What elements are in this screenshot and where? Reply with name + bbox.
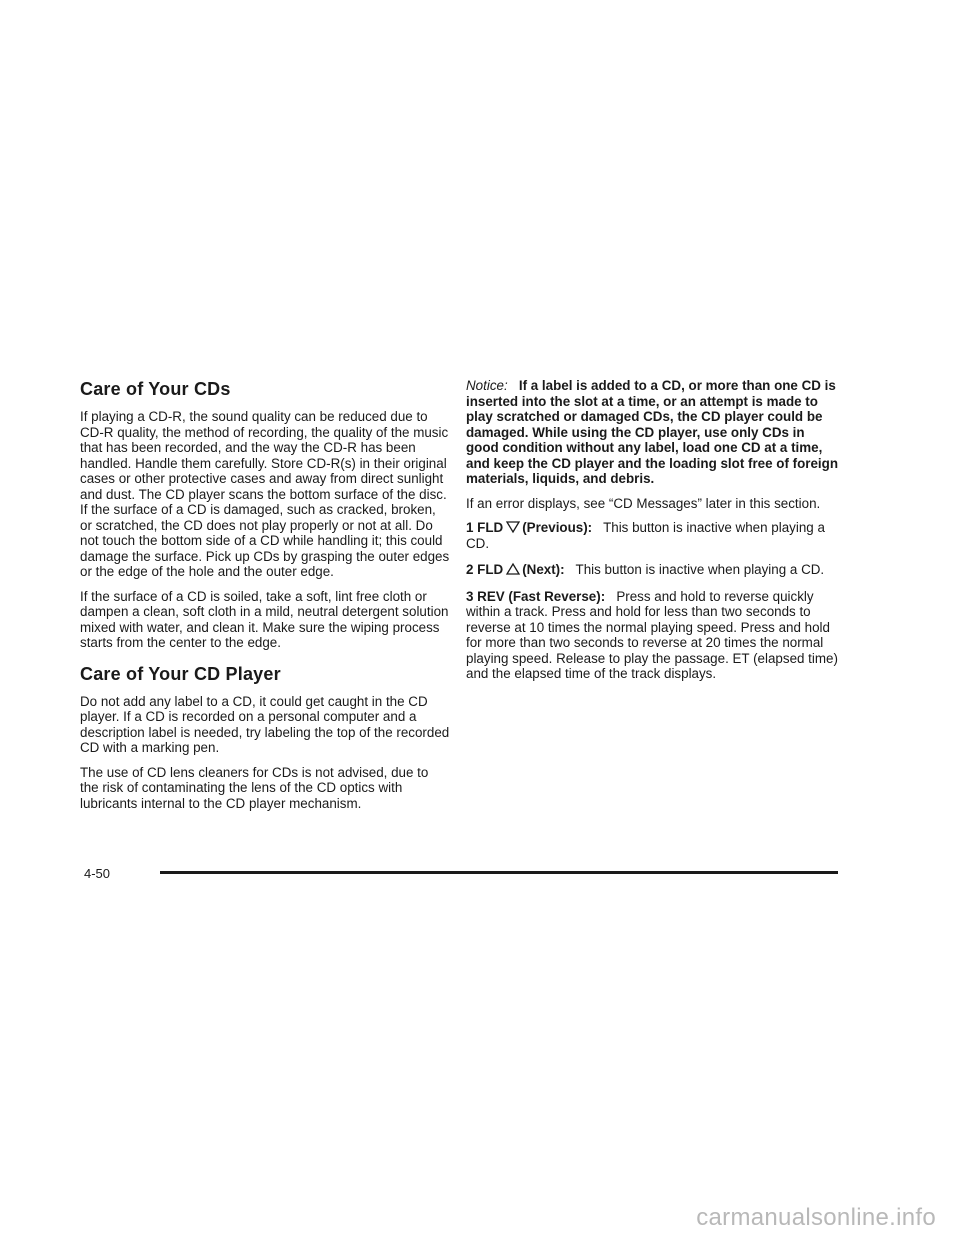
notice-text: If a label is added to a CD, or more than one CD is inserted into the slot at a time, or an attempt is made to play scratched or damaged CDs, the CD player could be damaged. While using the CD player, use only CDs in good condition without any label, load one CD at a time, and keep the CD player and the loading slot free of foreign materials, liquids, and debris. — [466, 378, 839, 486]
item-text: This button is inactive when playing a CD. — [575, 562, 825, 577]
paragraph-labels: Do not add any label to a CD, it could get caught in the CD player. If a CD is recorded on a personal computer and a description label is needed, try labeling the top of the recorded CD with a marking pen. — [80, 693, 450, 755]
left-column — [80, 378, 450, 820]
footer-rule — [160, 871, 838, 874]
item-label: (Previous): — [522, 520, 593, 535]
item-prefix: 2 FLD — [466, 562, 504, 577]
item-label: 3 REV (Fast Reverse): — [466, 588, 606, 604]
page-number: 4-50 — [84, 866, 111, 881]
button-description-fast-reverse — [466, 589, 838, 682]
right-column — [466, 378, 838, 693]
paragraph-cd-r-quality: If playing a CD-R, the sound quality can be reduced due to CD-R quality, the method of recording, the quality of the music that has been recorded, and the way the CD-R has been handled. Handle them carefully. Store CD-R(s) in their original cases or other protective cases and away from direct sunlight and dust. The CD player scans the bottom surface of the disc. If the surface of a CD is damaged, such as cracked, broken, or scratched, the CD does not play properly or not at all. Do not touch the bottom side of a CD while handling it; this could damage the surface. Pick up CDs by grasping the outer edges or the edge of the hole and the outer edge. — [80, 409, 450, 579]
button-description-previous — [466, 520, 838, 551]
item-prefix: 1 FLD — [466, 520, 504, 535]
up-triangle-icon — [505, 562, 521, 576]
error-paragraph: If an error displays, see “CD Messages” later in this section. — [466, 495, 821, 511]
button-description-next — [466, 562, 838, 578]
notice-label: Notice: — [466, 378, 508, 393]
section-heading-care-of-cd-player: Care of Your CD Player — [80, 663, 281, 684]
item-text: Press and hold to reverse quickly within a track. Press and hold for less than two seconds to reverse at 10 times the normal playing speed. Press and hold for more than two seconds to reverse at 20 times the normal playing speed. Release to play the passage. ET (elapsed time) and the elapsed time of the track displays. — [466, 588, 838, 681]
item-text: This button is inactive when playing a CD. — [466, 520, 825, 551]
section-heading-care-of-cds: Care of Your CDs — [80, 379, 231, 399]
item-label: (Next): — [522, 562, 565, 577]
notice-block — [466, 378, 838, 487]
watermark: carmanualsonline.info — [696, 1204, 936, 1231]
down-triangle-icon — [505, 520, 521, 534]
paragraph-cleaning: If the surface of a CD is soiled, take a soft, lint free cloth or dampen a clean, soft cloth in a mild, neutral detergent solution mixed with water, and clean it. Make sure the wiping process starts from the center to the edge. — [80, 588, 449, 650]
paragraph-lens-cleaners: The use of CD lens cleaners for CDs is not advised, due to the risk of contaminating the lens of the CD optics with lubricants internal to the CD player mechanism. — [80, 764, 429, 811]
